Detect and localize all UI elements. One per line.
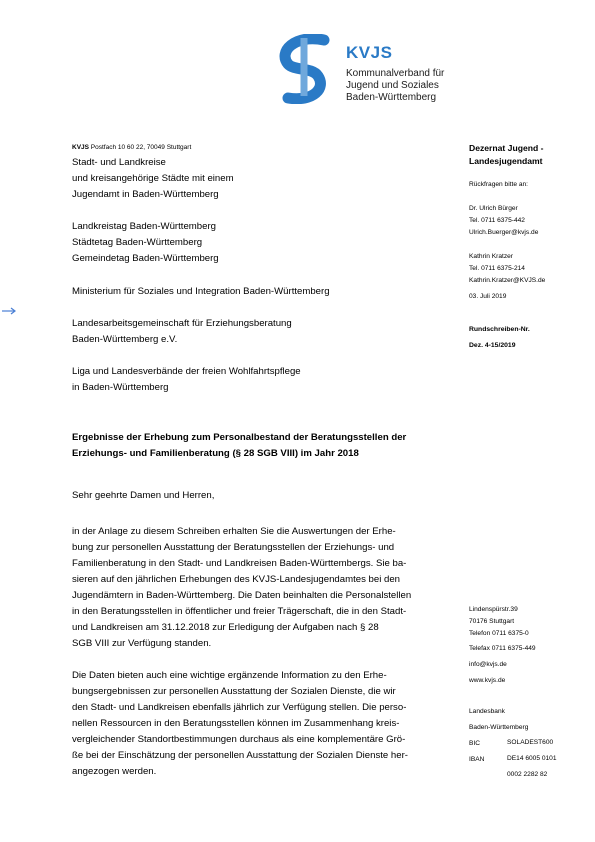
address-line: Telefon 0711 6375-0 (469, 630, 529, 637)
body-line: ße bei der Einschätzung der personellen Ausstattung der Sozialen Dienste her- (72, 750, 408, 761)
department-line: Landesjugendamt (469, 156, 543, 166)
address-line: 70176 Stuttgart (469, 618, 515, 625)
logo-line-1: Kommunalverband für (346, 68, 445, 79)
iban-value: DE14 6005 0101 (507, 755, 557, 762)
recipient-line: Liga und Landesverbände der freien Wohlfahrtspflege (72, 366, 301, 377)
body-line: den Stadt- und Landkreisen ebenfalls jährlich zur Verfügung stellen. Die perso- (72, 702, 407, 713)
body-line: in der Anlage zu diesem Schreiben erhalten Sie die Auswertungen der Erhe- (72, 526, 396, 537)
recipient-line: und kreisangehörige Städte mit einem (72, 173, 234, 184)
bic-value: SOLADEST600 (507, 739, 554, 746)
sender-line (72, 144, 191, 151)
body-line: Die Daten bieten auch eine wichtige ergänzende Information zu den Erhe- (72, 670, 387, 681)
sender-org: KVJS (72, 144, 89, 151)
sender-address: Postfach 10 60 22, 70049 Stuttgart (90, 144, 192, 151)
recipient-line: Stadt- und Landkreise (72, 157, 166, 168)
circular-number-label: Rundschreiben-Nr. (469, 326, 530, 333)
contact-phone: Tel. 0711 6375-442 (469, 217, 525, 224)
iban-label: IBAN (469, 756, 485, 763)
letter-subject: Ergebnisse der Erhebung zum Personalbestand der Beratungsstellen der Erziehungs- und Familienberatung (§ 28 SGB VIII) im Jahr 2018 (72, 432, 407, 459)
inquiries-label: Rückfragen bitte an: (469, 181, 529, 188)
bic-label: BIC (469, 740, 480, 747)
contact-phone: Tel. 0711 6375-214 (469, 265, 525, 272)
letter-date: 03. Juli 2019 (469, 293, 507, 300)
website-link[interactable]: www.kvjs.de (469, 677, 506, 684)
recipient-line: in Baden-Württemberg (72, 382, 169, 393)
body-line: sieren auf den jährlichen Erhebungen des KVJS-Landesjugendamtes bei den (72, 574, 401, 585)
body-line: vergleichender Standortbestimmungen durchaus als eine komplementäre Grö- (72, 734, 406, 745)
recipient-line: Jugendamt in Baden-Württemberg (72, 189, 219, 200)
salutation: Sehr geehrte Damen und Herren, (72, 490, 215, 501)
body-line: Familienberatung in den Stadt- und Landkreisen Baden-Württembergs. Sie ba- (72, 558, 407, 569)
recipient-line: Landesarbeitsgemeinschaft für Erziehungsberatung (72, 318, 292, 329)
logo-line-3: Baden-Württemberg (346, 92, 437, 103)
logo-name: KVJS (346, 43, 393, 62)
contact-name: Dr. Ulrich Bürger (469, 205, 518, 212)
body-line: bung zur personellen Ausstattung der Beratungsstellen der Erziehungs- und (72, 542, 395, 553)
bank-name: Baden-Württemberg (469, 724, 529, 731)
recipient-line: Landkreistag Baden-Württemberg (72, 221, 216, 232)
kvjs-logo-icon (274, 34, 336, 104)
department-line: Dezernat Jugend - (469, 143, 544, 153)
address-line: Telefax 0711 6375-449 (469, 645, 536, 652)
body-line: in den Beratungsstellen in öffentlicher und freier Trägerschaft, die in den Stadt- (72, 606, 407, 617)
recipient-line: Städtetag Baden-Württemberg (72, 237, 203, 248)
logo-line-2: Jugend und Soziales (346, 80, 439, 91)
body-line: angezogen werden. (72, 766, 157, 777)
bank-name: Landesbank (469, 708, 505, 715)
contact-email[interactable]: info@kvjs.de (469, 661, 507, 668)
iban-value: 0002 2282 82 (507, 771, 548, 778)
body-line: nellen Ressourcen in den Beratungsstellen können im Zusammenhang kreis- (72, 718, 400, 729)
body-line: Jugendämtern in Baden-Württemberg. Die Daten beinhalten die Personalstellen (72, 590, 412, 601)
recipient-line: Baden-Württemberg e.V. (72, 334, 178, 345)
body-line: SGB VIII zur Verfügung standen. (72, 638, 212, 649)
contact-email[interactable]: Ulrich.Buerger@kvjs.de (469, 229, 539, 236)
fold-mark-arrow-icon (2, 307, 17, 315)
recipient-line: Ministerium für Soziales und Integration Baden-Württemberg (72, 286, 330, 297)
body-line: bungsergebnissen zur personellen Ausstattung der Sozialen Dienste, die wir (72, 686, 396, 697)
contact-name: Kathrin Kratzer (469, 253, 513, 260)
body-line: und Landkreisen am 31.12.2018 zur Erledigung der Aufgaben nach § 28 (72, 622, 379, 633)
recipient-line: Gemeindetag Baden-Württemberg (72, 253, 219, 264)
circular-number: Dez. 4-15/2019 (469, 342, 516, 349)
contact-email[interactable]: Kathrin.Kratzer@KVJS.de (469, 277, 546, 284)
address-line: Lindenspürstr.39 (469, 606, 518, 613)
